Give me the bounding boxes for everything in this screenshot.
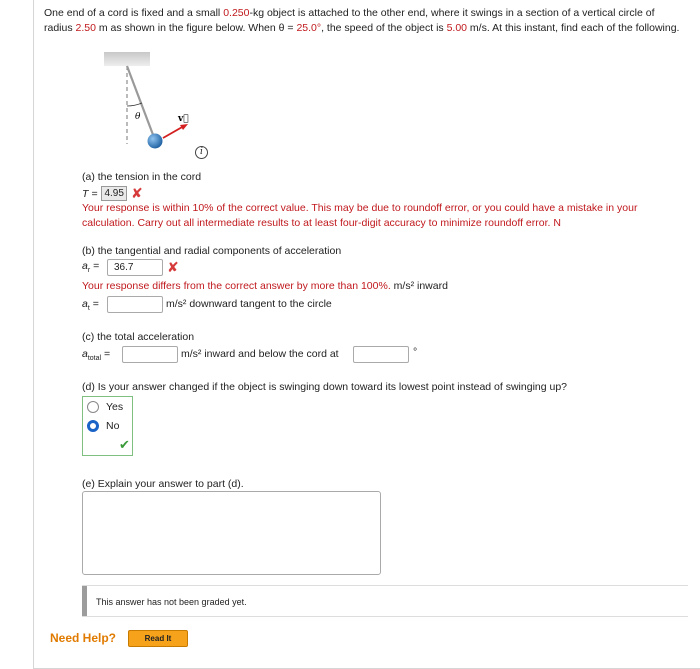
part-a-feedback: Your response is within 10% of the correct value. This may be due to roundoff error, or you could have a mistake in your calculation. Carry out all intermediate results to at least four-digit accuracy to minimize roundoff error. N — [82, 202, 638, 229]
angle-input[interactable] — [353, 346, 409, 363]
ceiling — [104, 52, 150, 66]
status-bar — [82, 586, 87, 616]
need-help-label: Need Help? — [50, 631, 117, 645]
part-c-title: (c) the total acceleration — [82, 331, 195, 343]
incorrect-x-icon: ✘ — [167, 259, 179, 275]
at-label: $a_t$ = — [82, 298, 99, 313]
part-a-answer-row — [82, 185, 143, 202]
choice-group — [82, 396, 133, 456]
incorrect-x-icon: ✘ — [130, 185, 143, 201]
correct-check-icon: ✔ — [119, 437, 130, 452]
part-b-title: (b) the tangential and radial components of acceleration — [82, 245, 342, 257]
choice-no-label: No — [106, 420, 120, 432]
tension-var: T = — [82, 187, 98, 200]
part-b-feedback: Your response differs from the correct answer by more than 100%. — [82, 280, 391, 292]
velocity-arrow — [163, 126, 184, 138]
part-b-feedback-row — [82, 280, 448, 292]
mass-value: 0.250 — [223, 7, 250, 19]
tangential-acceleration-input[interactable] — [107, 296, 163, 313]
theta-label: θ — [135, 112, 141, 122]
choice-yes-label: Yes — [106, 401, 124, 413]
part-e-title: (e) Explain your answer to part (d). — [82, 478, 244, 490]
total-acceleration-input[interactable] — [122, 346, 178, 363]
total-acceleration-label: $a_{total}$ = — [82, 348, 111, 363]
radio-no[interactable] — [87, 420, 99, 432]
explanation-textarea[interactable] — [82, 491, 381, 575]
radius-value: 2.50 — [75, 22, 96, 34]
part-a-title: (a) the tension in the cord — [82, 171, 202, 183]
info-icon[interactable]: i — [195, 146, 208, 159]
grading-status — [82, 585, 688, 617]
degree-symbol: ° — [413, 346, 418, 358]
tangential-unit: m/s² downward tangent to the circle — [166, 298, 332, 310]
tension-answer[interactable]: 4.95 — [101, 186, 126, 201]
part-d-title: (d) Is your answer changed if the object is swinging down toward its lowest point instead of swinging up? — [82, 381, 568, 393]
choice-no[interactable] — [87, 420, 119, 432]
problem-statement: One end of a cord is fixed and a small 0.250-kg object is attached to the other end, where it swings in a section of a vertical circle of radius 2.50 m as shown in the figure below. When θ = 25.0°, the speed of the object is 5.00 m/s. At this instant, find each of the following. — [44, 7, 680, 34]
angle-value: 25.0° — [296, 22, 322, 34]
speed-value: 5.00 — [446, 22, 468, 34]
radio-yes[interactable] — [87, 401, 99, 413]
radial-unit: m/s² inward — [393, 280, 448, 292]
choice-yes[interactable] — [87, 401, 123, 413]
velocity-label: v⃗ — [178, 114, 189, 124]
pendulum-figure — [100, 50, 230, 168]
object-ball — [148, 134, 163, 149]
total-acceleration-unit: m/s² inward and below the cord at — [181, 348, 339, 360]
read-it-button[interactable]: Read It — [128, 630, 188, 647]
ar-label: $a_r$ = — [82, 260, 100, 275]
angle-arc — [127, 103, 142, 106]
grading-status-text: This answer has not been graded yet. — [96, 597, 247, 607]
radial-acceleration-input[interactable]: 36.7 — [107, 259, 163, 276]
